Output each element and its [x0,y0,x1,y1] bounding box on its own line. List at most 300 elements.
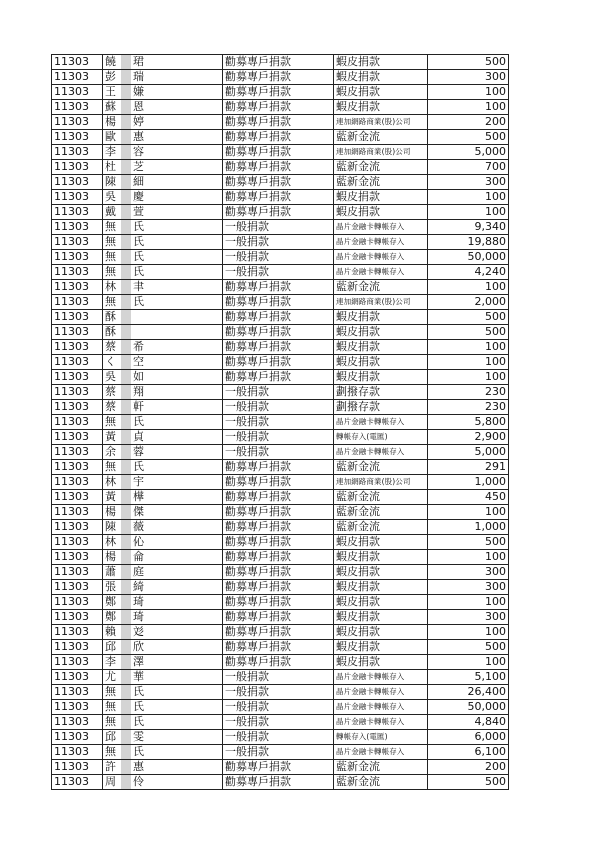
donation-type-cell: 一般捐款 [223,220,334,235]
amount-cell: 500 [428,130,509,145]
donation-type-cell: 勸募專戶捐款 [223,70,334,85]
amount-cell: 100 [428,625,509,640]
donor-given-name: 空 [133,355,144,368]
period-code-cell: 11303 [52,580,103,595]
donation-type-cell: 勸募專戶捐款 [223,100,334,115]
payment-channel-cell: 蝦皮捐款 [334,355,428,370]
donor-name-cell [103,235,223,250]
donor-surname: 杜 [105,160,116,173]
period-code-cell: 11303 [52,715,103,730]
table-row [52,280,509,295]
donor-surname: 尤 [105,670,116,683]
name-redaction-mask [121,715,131,729]
donor-surname: 蔡 [105,400,116,413]
donor-given-name: 華 [133,670,144,683]
donor-name-cell [103,355,223,370]
amount-cell: 100 [428,655,509,670]
payment-channel-cell: 藍新金流 [334,460,428,475]
name-redaction-mask [121,445,131,459]
donation-type-cell: 勸募專戶捐款 [223,295,334,310]
donation-type-cell: 勸募專戶捐款 [223,355,334,370]
payment-channel-cell: 連加網路商業(股)公司 [334,475,428,490]
donor-surname: 無 [105,700,116,713]
period-code-cell: 11303 [52,70,103,85]
payment-channel-cell: 蝦皮捐款 [334,325,428,340]
period-code-cell: 11303 [52,370,103,385]
donor-surname: 無 [105,685,116,698]
donor-given-name: 氏 [133,700,144,713]
donor-given-name: 惠 [133,760,144,773]
donation-type-cell: 一般捐款 [223,685,334,700]
donor-name-cell [103,280,223,295]
donation-type-cell: 一般捐款 [223,715,334,730]
name-redaction-mask [121,700,131,714]
table-row [52,220,509,235]
amount-cell: 230 [428,385,509,400]
period-code-cell: 11303 [52,760,103,775]
donor-given-name: 氏 [133,265,144,278]
payment-channel-cell: 晶片金融卡轉帳存入 [334,715,428,730]
payment-channel-cell: 蝦皮捐款 [334,190,428,205]
amount-cell: 50,000 [428,700,509,715]
donor-surname: 楊 [105,550,116,563]
payment-channel-cell: 連加網路商業(股)公司 [334,115,428,130]
donor-surname: 無 [105,220,116,233]
table-row [52,700,509,715]
donor-name-cell [103,250,223,265]
period-code-cell: 11303 [52,505,103,520]
period-code-cell: 11303 [52,100,103,115]
payment-channel-cell: 藍新金流 [334,520,428,535]
table-row [52,610,509,625]
payment-channel-cell: 蝦皮捐款 [334,565,428,580]
table-row [52,475,509,490]
donor-surname: 蘇 [105,100,116,113]
payment-channel-cell: 晶片金融卡轉帳存入 [334,670,428,685]
donor-given-name: 雯 [133,730,144,743]
donor-name-cell [103,685,223,700]
amount-cell: 5,000 [428,145,509,160]
payment-channel-cell: 連加網路商業(股)公司 [334,145,428,160]
table-row [52,640,509,655]
donor-surname: 黃 [105,490,116,503]
amount-cell: 500 [428,55,509,70]
name-redaction-mask [121,655,131,669]
period-code-cell: 11303 [52,250,103,265]
period-code-cell: 11303 [52,280,103,295]
amount-cell: 19,880 [428,235,509,250]
table-row [52,685,509,700]
amount-cell: 1,000 [428,520,509,535]
payment-channel-cell: 晶片金融卡轉帳存入 [334,265,428,280]
donor-given-name: 恩 [133,100,144,113]
amount-cell: 100 [428,100,509,115]
donor-surname: 余 [105,445,116,458]
name-redaction-mask [121,85,131,99]
donation-type-cell: 一般捐款 [223,670,334,685]
amount-cell: 2,900 [428,430,509,445]
donation-type-cell: 勸募專戶捐款 [223,475,334,490]
amount-cell: 300 [428,610,509,625]
donation-type-cell: 勸募專戶捐款 [223,580,334,595]
period-code-cell: 11303 [52,490,103,505]
donor-name-cell [103,55,223,70]
name-redaction-mask [121,460,131,474]
donor-surname: 王 [105,85,116,98]
donor-name-cell [103,520,223,535]
period-code-cell: 11303 [52,460,103,475]
donation-type-cell: 一般捐款 [223,445,334,460]
payment-channel-cell: 晶片金融卡轉帳存入 [334,700,428,715]
donor-surname: 李 [105,655,116,668]
donor-name-cell [103,190,223,205]
name-redaction-mask [121,370,131,384]
payment-channel-cell: 藍新金流 [334,505,428,520]
donor-name-cell [103,160,223,175]
donation-type-cell: 勸募專戶捐款 [223,550,334,565]
donor-given-name: 琦 [133,595,144,608]
table-row [52,490,509,505]
table-row [52,145,509,160]
name-redaction-mask [121,295,131,309]
donor-given-name: 氏 [133,745,144,758]
payment-channel-cell: 藍新金流 [334,280,428,295]
donor-surname: 周 [105,775,116,788]
donation-type-cell: 勸募專戶捐款 [223,130,334,145]
name-redaction-mask [121,175,131,189]
donor-name-cell [103,145,223,160]
payment-channel-cell: 劃撥存款 [334,400,428,415]
donation-type-cell: 勸募專戶捐款 [223,655,334,670]
payment-channel-cell: 轉帳存入(電匯) [334,730,428,745]
name-redaction-mask [121,670,131,684]
donation-type-cell: 勸募專戶捐款 [223,175,334,190]
donor-given-name: 細 [133,175,144,188]
amount-cell: 200 [428,115,509,130]
table-row [52,520,509,535]
amount-cell: 4,240 [428,265,509,280]
amount-cell: 5,800 [428,415,509,430]
table-row [52,70,509,85]
period-code-cell: 11303 [52,310,103,325]
amount-cell: 300 [428,565,509,580]
donation-type-cell: 一般捐款 [223,385,334,400]
donation-type-cell: 勸募專戶捐款 [223,115,334,130]
donor-given-name: 氏 [133,460,144,473]
table-row [52,760,509,775]
donor-given-name: 希 [133,340,144,353]
payment-channel-cell: 晶片金融卡轉帳存入 [334,685,428,700]
payment-channel-cell: 藍新金流 [334,775,428,790]
name-redaction-mask [121,160,131,174]
period-code-cell: 11303 [52,655,103,670]
payment-channel-cell: 蝦皮捐款 [334,550,428,565]
table-row [52,580,509,595]
donor-name-cell [103,85,223,100]
donor-surname: 陳 [105,175,116,188]
donor-surname: 楊 [105,115,116,128]
amount-cell: 300 [428,70,509,85]
donor-surname: 林 [105,280,116,293]
donation-type-cell: 勸募專戶捐款 [223,310,334,325]
amount-cell: 4,840 [428,715,509,730]
table-row [52,400,509,415]
donor-name-cell [103,775,223,790]
donor-given-name: 如 [133,370,144,383]
donor-name-cell [103,100,223,115]
table-row [52,55,509,70]
donor-given-name: 翔 [133,385,144,398]
donor-name-cell [103,565,223,580]
name-redaction-mask [121,400,131,414]
donor-name-cell [103,220,223,235]
donor-name-cell [103,400,223,415]
donor-surname: 彭 [105,70,116,83]
donor-surname: 無 [105,295,116,308]
donor-surname: 陳 [105,520,116,533]
amount-cell: 500 [428,325,509,340]
donor-given-name: 澤 [133,655,144,668]
table-row [52,340,509,355]
donation-type-cell: 勸募專戶捐款 [223,190,334,205]
amount-cell: 100 [428,370,509,385]
table-row [52,235,509,250]
table-row [52,535,509,550]
name-redaction-mask [121,775,131,789]
donation-type-cell: 一般捐款 [223,250,334,265]
donor-given-name: 宇 [133,475,144,488]
donor-name-cell [103,745,223,760]
name-redaction-mask [121,70,131,84]
payment-channel-cell: 晶片金融卡轉帳存入 [334,220,428,235]
donor-surname: 邱 [105,730,116,743]
name-redaction-mask [121,595,131,609]
donor-given-name: 氏 [133,235,144,248]
payment-channel-cell: 蝦皮捐款 [334,100,428,115]
period-code-cell: 11303 [52,265,103,280]
table-row [52,430,509,445]
donor-name-cell [103,715,223,730]
table-row [52,565,509,580]
amount-cell: 2,000 [428,295,509,310]
donor-name-cell [103,310,223,325]
name-redaction-mask [121,340,131,354]
name-redaction-mask [121,580,131,594]
donor-name-cell [103,175,223,190]
name-redaction-mask [121,685,131,699]
table-row [52,295,509,310]
donor-name-cell [103,595,223,610]
donation-type-cell: 勸募專戶捐款 [223,760,334,775]
donor-given-name: 氏 [133,220,144,233]
payment-channel-cell: 劃撥存款 [334,385,428,400]
donor-name-cell [103,535,223,550]
period-code-cell: 11303 [52,115,103,130]
donor-given-name: 萱 [133,205,144,218]
period-code-cell: 11303 [52,595,103,610]
amount-cell: 100 [428,85,509,100]
donor-surname: 吳 [105,190,116,203]
donor-given-name: 氏 [133,685,144,698]
payment-channel-cell: 藍新金流 [334,175,428,190]
name-redaction-mask [121,205,131,219]
donor-surname: 許 [105,760,116,773]
table-row [52,355,509,370]
payment-channel-cell: 蝦皮捐款 [334,595,428,610]
payment-channel-cell: 晶片金融卡轉帳存入 [334,445,428,460]
donor-name-cell [103,115,223,130]
donor-given-name: 欣 [133,640,144,653]
payment-channel-cell: 藍新金流 [334,130,428,145]
period-code-cell: 11303 [52,430,103,445]
period-code-cell: 11303 [52,220,103,235]
table-row [52,310,509,325]
payment-channel-cell: 蝦皮捐款 [334,625,428,640]
donor-given-name: 傑 [133,505,144,518]
donor-name-cell [103,550,223,565]
period-code-cell: 11303 [52,175,103,190]
donor-surname: 賴 [105,625,116,638]
table-row [52,265,509,280]
donor-surname: 無 [105,460,116,473]
donor-name-cell [103,295,223,310]
period-code-cell: 11303 [52,685,103,700]
donor-given-name: 氏 [133,250,144,263]
period-code-cell: 11303 [52,295,103,310]
donor-name-cell [103,670,223,685]
donor-given-name: 氏 [133,295,144,308]
donation-type-cell: 勸募專戶捐款 [223,490,334,505]
period-code-cell: 11303 [52,535,103,550]
donor-name-cell [103,70,223,85]
donor-surname: 無 [105,265,116,278]
payment-channel-cell: 藍新金流 [334,160,428,175]
table-row [52,190,509,205]
donor-surname: 鄭 [105,610,116,623]
donation-type-cell: 一般捐款 [223,235,334,250]
period-code-cell: 11303 [52,670,103,685]
period-code-cell: 11303 [52,130,103,145]
table-row [52,730,509,745]
donor-name-cell [103,490,223,505]
period-code-cell: 11303 [52,190,103,205]
table-row [52,370,509,385]
amount-cell: 200 [428,760,509,775]
payment-channel-cell: 晶片金融卡轉帳存入 [334,415,428,430]
period-code-cell: 11303 [52,85,103,100]
donor-name-cell [103,760,223,775]
donation-type-cell: 勸募專戶捐款 [223,325,334,340]
donor-surname: 蕭 [105,565,116,578]
donor-given-name: 彣 [133,625,144,638]
amount-cell: 5,000 [428,445,509,460]
donation-type-cell: 一般捐款 [223,745,334,760]
donor-given-name: 惠 [133,130,144,143]
amount-cell: 50,000 [428,250,509,265]
donor-name-cell [103,385,223,400]
donation-type-cell: 一般捐款 [223,430,334,445]
period-code-cell: 11303 [52,55,103,70]
table-row [52,205,509,220]
donor-name-cell [103,625,223,640]
name-redaction-mask [121,145,131,159]
donor-given-name: 貞 [133,430,144,443]
donor-given-name: 薇 [133,520,144,533]
amount-cell: 100 [428,205,509,220]
amount-cell: 9,340 [428,220,509,235]
amount-cell: 5,100 [428,670,509,685]
donor-surname: 戴 [105,205,116,218]
donor-surname: 鄭 [105,595,116,608]
period-code-cell: 11303 [52,700,103,715]
period-code-cell: 11303 [52,385,103,400]
payment-channel-cell: 轉帳存入(電匯) [334,430,428,445]
name-redaction-mask [121,520,131,534]
name-redaction-mask [121,415,131,429]
donor-given-name: 容 [133,145,144,158]
period-code-cell: 11303 [52,550,103,565]
amount-cell: 500 [428,775,509,790]
donor-given-name: 慶 [133,190,144,203]
period-code-cell: 11303 [52,745,103,760]
donor-given-name: 庭 [133,565,144,578]
donor-name-cell [103,205,223,220]
donation-type-cell: 勸募專戶捐款 [223,640,334,655]
donor-given-name: 嫌 [133,85,144,98]
donor-surname: 黃 [105,430,116,443]
table-row [52,130,509,145]
donation-type-cell: 勸募專戶捐款 [223,610,334,625]
donor-surname: 饒 [105,55,116,68]
table-row [52,325,509,340]
donation-type-cell: 勸募專戶捐款 [223,535,334,550]
name-redaction-mask [121,115,131,129]
donor-given-name: 珺 [133,55,144,68]
period-code-cell: 11303 [52,640,103,655]
period-code-cell: 11303 [52,400,103,415]
table-row [52,550,509,565]
table-row [52,715,509,730]
period-code-cell: 11303 [52,775,103,790]
period-code-cell: 11303 [52,340,103,355]
amount-cell: 500 [428,640,509,655]
name-redaction-mask [121,130,131,144]
payment-channel-cell: 蝦皮捐款 [334,610,428,625]
donation-type-cell: 勸募專戶捐款 [223,775,334,790]
name-redaction-mask [121,475,131,489]
donor-surname: 蔡 [105,340,116,353]
table-row [52,460,509,475]
name-redaction-mask [121,235,131,249]
donation-type-cell: 一般捐款 [223,730,334,745]
amount-cell: 300 [428,580,509,595]
donor-name-cell [103,610,223,625]
table-row [52,625,509,640]
payment-channel-cell: 藍新金流 [334,760,428,775]
donation-type-cell: 勸募專戶捐款 [223,205,334,220]
payment-channel-cell: 藍新金流 [334,490,428,505]
donor-name-cell [103,415,223,430]
amount-cell: 100 [428,595,509,610]
table-row [52,160,509,175]
donor-name-cell [103,655,223,670]
donor-name-cell [103,505,223,520]
period-code-cell: 11303 [52,415,103,430]
name-redaction-mask [121,490,131,504]
donor-name-cell [103,475,223,490]
donor-given-name: 婷 [133,115,144,128]
donor-surname: 林 [105,535,116,548]
